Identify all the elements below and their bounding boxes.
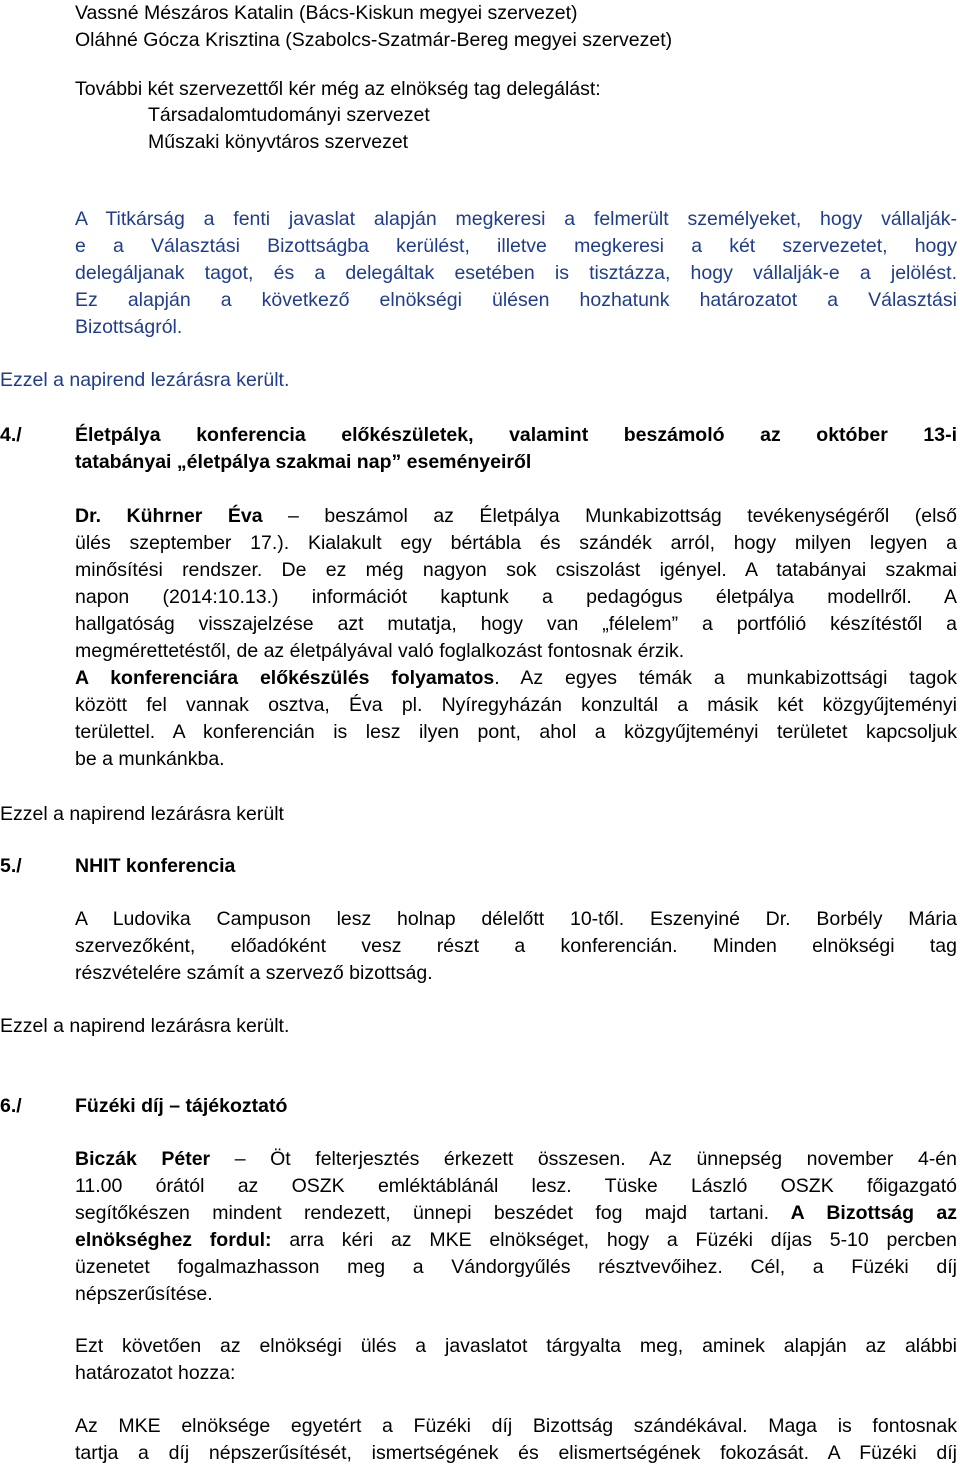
item5-line: részvételére számít a szervező bizottság. [75, 962, 433, 984]
para1-line: delegáljanak tagot, és a delegáltak esetében is tisztázza, hogy vállalják-e a jelölést. [75, 262, 957, 284]
item4-line: Dr. Kührner Éva – beszámol az Életpálya Munkabizottság tevékenységéről (első [75, 505, 957, 527]
item-number: 6./ [0, 1095, 22, 1117]
item4-line: minősítési rendszer. De ez még nagyon sok csiszolást igényel. A tatabányai szakmai [75, 559, 957, 581]
item5-line: szervezőként, előadóként vesz részt a konferencián. Minden elnökségi tag [75, 935, 957, 957]
item-number: 4./ [0, 424, 22, 446]
item4-line: területtel. A konferencián is lesz ilyen pont, ahol a közgyűjteményi területet kapcsoljuk [75, 721, 957, 743]
para1-line: Ez alapján a következő elnökségi ülésen hozhatunk határozatot a Választási [75, 289, 957, 311]
item6-line: Ezt követően az elnökségi ülés a javaslatot tárgyalta meg, aminek alapján az alábbi [75, 1335, 957, 1357]
item-title: Életpálya konferencia előkészületek, valamint beszámoló az október 13-i [75, 424, 957, 446]
para1-line: Bizottságról. [75, 316, 183, 338]
closure-text: Ezzel a napirend lezárásra került [0, 803, 284, 825]
intro-line: Társadalomtudományi szervezet [148, 104, 430, 126]
item6-line: Biczák Péter – Öt felterjesztés érkezett összesen. Az ünnepség november 4-én [75, 1148, 957, 1170]
item-title: Füzéki díj – tájékoztató [75, 1095, 288, 1117]
closure-text: Ezzel a napirend lezárásra került. [0, 369, 290, 391]
intro-line: Oláhné Gócza Krisztina (Szabolcs-Szatmár-Bereg megyei szervezet) [75, 29, 673, 51]
item6-line: Az MKE elnöksége egyetért a Füzéki díj Bizottság szándékával. Maga is fontosnak [75, 1415, 957, 1437]
item6-line: üzenetet fogalmazhasson meg a Vándorgyűlés résztvevőihez. Cél, a Füzéki díj [75, 1256, 957, 1278]
speaker-name: Biczák Péter [75, 1148, 211, 1170]
closure-text: Ezzel a napirend lezárásra került. [0, 1015, 290, 1037]
item4-line: be a munkánkba. [75, 748, 225, 770]
item4-line: A konferenciára előkészülés folyamatos. Az egyes témák a munkabizottsági tagok [75, 667, 957, 689]
item-title: NHIT konferencia [75, 855, 236, 877]
speaker-name: Dr. Kührner Éva [75, 505, 263, 527]
item6-line: segítőkészen mindent rendezett, ünnepi beszédet fog majd tartani. A Bizottság az [75, 1202, 957, 1224]
para1-line: A Titkárság a fenti javaslat alapján megkeresi a felmerült személyeket, hogy vállalják- [75, 208, 957, 230]
item6-line: népszerűsítése. [75, 1283, 213, 1305]
item-title: tatabányai „életpálya szakmai nap” eseményeiről [75, 451, 532, 473]
item4-line: között fel vannak osztva, Éva pl. Nyíregyházán konzultál a másik két közgyűjteményi [75, 694, 957, 716]
item6-line: elnökséghez fordul: arra kéri az MKE elnökséget, hogy a Füzéki díjas 5-10 percben [75, 1229, 957, 1251]
item6-line: 11.00 órától az OSZK emléktáblánál lesz. Tüske László OSZK főigazgató [75, 1175, 957, 1197]
item4-line: napon (2014:10.13.) információt kaptunk a pedagógus életpálya modellről. A [75, 586, 957, 608]
intro-line: Vassné Mészáros Katalin (Bács-Kiskun megyei szervezet) [75, 2, 578, 24]
item6-line: határozatot hozza: [75, 1362, 236, 1384]
intro-line: Műszaki könyvtáros szervezet [148, 131, 409, 153]
item4-line: megmérettetéstől, de az életpályával való foglalkozást fontosnak érzik. [75, 640, 685, 662]
item6-line: tartja a díj népszerűsítését, ismertségének és elismertségének fokozását. A Füzéki díj [75, 1442, 957, 1464]
item5-line: A Ludovika Campuson lesz holnap délelőtt 10-től. Eszenyiné Dr. Borbély Mária [75, 908, 957, 930]
item-number: 5./ [0, 855, 22, 877]
item4-line: hallgatóság visszajelzése azt mutatja, hogy van „félelem” a portfólió készítéstől a [75, 613, 957, 635]
intro-line: További két szervezettől kér még az elnökség tag delegálást: [75, 78, 601, 100]
para1-line: e a Választási Bizottságba kerülést, illetve megkeresi a két szervezetet, hogy [75, 235, 957, 257]
item4-line: ülés szeptember 17.). Kialakult egy bértábla és szándék arról, hogy milyen legyen a [75, 532, 957, 554]
